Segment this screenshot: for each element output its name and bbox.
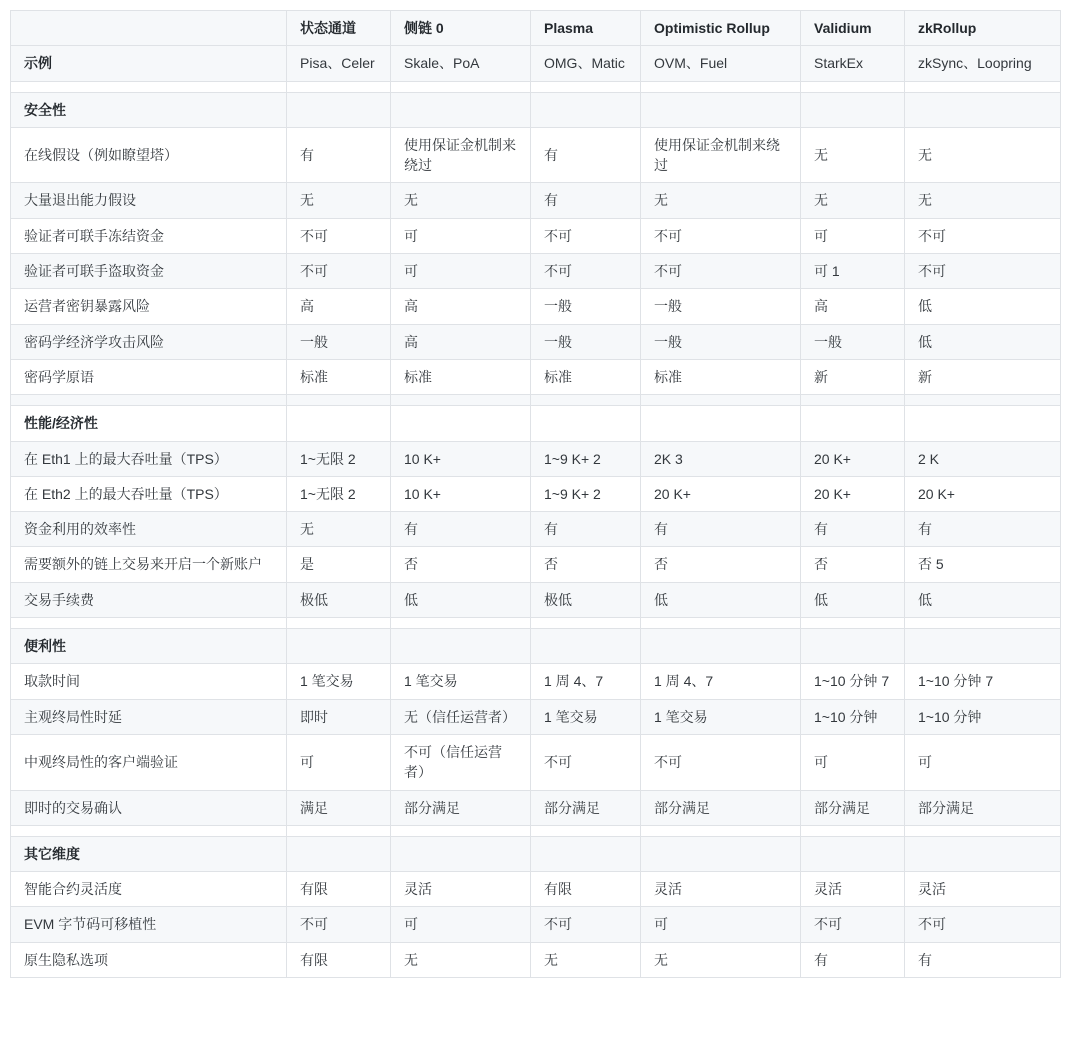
section-row [11, 406, 1061, 441]
spacer-cell [801, 81, 905, 92]
value-cell: 有限 [287, 942, 391, 977]
row-label: 大量退出能力假设 [11, 183, 287, 218]
table-row [11, 127, 1061, 183]
spacer-row [11, 395, 1061, 406]
value-cell: 高 [391, 289, 531, 324]
value-cell: StarkEx [801, 46, 905, 81]
value-cell: 无 [391, 183, 531, 218]
value-cell: 不可 [905, 254, 1061, 289]
header-cell-validium: Validium [801, 11, 905, 46]
value-cell: 灵活 [641, 872, 801, 907]
table-body [11, 46, 1061, 978]
spacer-cell [391, 618, 531, 629]
value-cell: 不可 [641, 254, 801, 289]
value-cell: 有 [391, 512, 531, 547]
header-cell-zkrollup: zkRollup [905, 11, 1061, 46]
value-cell: 可 [641, 907, 801, 942]
value-cell: 1~10 分钟 7 [801, 664, 905, 699]
spacer-cell [905, 825, 1061, 836]
row-label: 在 Eth2 上的最大吞吐量（TPS） [11, 476, 287, 511]
row-label: 需要额外的链上交易来开启一个新账户 [11, 547, 287, 582]
spacer-cell [531, 618, 641, 629]
value-cell: 否 [391, 547, 531, 582]
spacer-cell [11, 618, 287, 629]
value-cell: 1~9 K+ 2 [531, 476, 641, 511]
value-cell: 一般 [641, 289, 801, 324]
value-cell: 即时 [287, 699, 391, 734]
row-label: 中观终局性的客户端验证 [11, 734, 287, 790]
header-cell-sidechain: 侧链 0 [391, 11, 531, 46]
row-label: 即时的交易确认 [11, 790, 287, 825]
table-row [11, 359, 1061, 394]
spacer-cell [531, 395, 641, 406]
value-cell: 使用保证金机制来绕过 [391, 127, 531, 183]
section-row [11, 92, 1061, 127]
spacer-cell [801, 618, 905, 629]
value-cell: 部分满足 [801, 790, 905, 825]
empty-cell [287, 92, 391, 127]
row-label: 在 Eth1 上的最大吞吐量（TPS） [11, 441, 287, 476]
value-cell: zkSync、Loopring [905, 46, 1061, 81]
value-cell: 有 [801, 942, 905, 977]
value-cell: 低 [801, 582, 905, 617]
value-cell: 1~9 K+ 2 [531, 441, 641, 476]
row-label: 资金利用的效率性 [11, 512, 287, 547]
value-cell: 1 周 4、7 [531, 664, 641, 699]
value-cell: 否 [641, 547, 801, 582]
value-cell: 1 笔交易 [391, 664, 531, 699]
value-cell: 有 [905, 512, 1061, 547]
value-cell: 1 笔交易 [287, 664, 391, 699]
header-cell-state-channel: 状态通道 [287, 11, 391, 46]
row-label: 在线假设（例如瞭望塔） [11, 127, 287, 183]
value-cell: 无 [287, 183, 391, 218]
value-cell: 不可 [905, 218, 1061, 253]
spacer-cell [641, 825, 801, 836]
value-cell: 无 [801, 127, 905, 183]
spacer-cell [11, 395, 287, 406]
value-cell: 不可（信任运营者） [391, 734, 531, 790]
value-cell: 灵活 [801, 872, 905, 907]
empty-cell [641, 406, 801, 441]
value-cell: 低 [391, 582, 531, 617]
value-cell: 低 [905, 324, 1061, 359]
table-row [11, 582, 1061, 617]
value-cell: 无 [531, 942, 641, 977]
section-row [11, 629, 1061, 664]
value-cell: 低 [641, 582, 801, 617]
empty-cell [905, 629, 1061, 664]
value-cell: 不可 [531, 218, 641, 253]
value-cell: 1 周 4、7 [641, 664, 801, 699]
value-cell: OVM、Fuel [641, 46, 801, 81]
value-cell: 20 K+ [801, 476, 905, 511]
value-cell: 可 [801, 734, 905, 790]
empty-cell [801, 836, 905, 871]
value-cell: 不可 [641, 734, 801, 790]
value-cell: 部分满足 [391, 790, 531, 825]
table-row [11, 547, 1061, 582]
value-cell: 高 [287, 289, 391, 324]
value-cell: 2 K [905, 441, 1061, 476]
value-cell: 有 [531, 127, 641, 183]
layer2-comparison-table [10, 10, 1061, 978]
empty-cell [641, 92, 801, 127]
empty-cell [641, 629, 801, 664]
value-cell: 新 [905, 359, 1061, 394]
value-cell: 无 [905, 183, 1061, 218]
row-label: 验证者可联手盗取资金 [11, 254, 287, 289]
value-cell: 有 [641, 512, 801, 547]
spacer-row [11, 81, 1061, 92]
table-row [11, 664, 1061, 699]
value-cell: 高 [391, 324, 531, 359]
value-cell: 高 [801, 289, 905, 324]
value-cell: 有限 [287, 872, 391, 907]
empty-cell [287, 406, 391, 441]
value-cell: 无 [287, 512, 391, 547]
value-cell: 不可 [531, 254, 641, 289]
value-cell: 不可 [287, 254, 391, 289]
value-cell: 有限 [531, 872, 641, 907]
value-cell: 一般 [531, 324, 641, 359]
table-row [11, 183, 1061, 218]
empty-cell [801, 406, 905, 441]
row-label: EVM 字节码可移植性 [11, 907, 287, 942]
row-label: 智能合约灵活度 [11, 872, 287, 907]
value-cell: 不可 [531, 907, 641, 942]
header-cell-optimistic-rollup: Optimistic Rollup [641, 11, 801, 46]
value-cell: 1~无限 2 [287, 441, 391, 476]
value-cell: 是 [287, 547, 391, 582]
value-cell: 无（信任运营者） [391, 699, 531, 734]
value-cell: 可 [801, 218, 905, 253]
empty-cell [531, 629, 641, 664]
value-cell: 1~10 分钟 [905, 699, 1061, 734]
row-label: 取款时间 [11, 664, 287, 699]
value-cell: 不可 [531, 734, 641, 790]
value-cell: 标准 [391, 359, 531, 394]
value-cell: 有 [287, 127, 391, 183]
value-cell: 不可 [287, 218, 391, 253]
value-cell: 无 [391, 942, 531, 977]
empty-cell [801, 92, 905, 127]
value-cell: 极低 [287, 582, 391, 617]
table-row [11, 790, 1061, 825]
value-cell: 可 [391, 218, 531, 253]
table-row [11, 476, 1061, 511]
value-cell: 不可 [801, 907, 905, 942]
row-label: 示例 [11, 46, 287, 81]
value-cell: 1~10 分钟 7 [905, 664, 1061, 699]
empty-cell [287, 836, 391, 871]
value-cell: 使用保证金机制来绕过 [641, 127, 801, 183]
value-cell: 无 [801, 183, 905, 218]
empty-cell [531, 92, 641, 127]
value-cell: 部分满足 [531, 790, 641, 825]
table-row [11, 512, 1061, 547]
spacer-cell [531, 825, 641, 836]
spacer-cell [531, 81, 641, 92]
value-cell: 低 [905, 582, 1061, 617]
value-cell: 1~无限 2 [287, 476, 391, 511]
value-cell: 20 K+ [905, 476, 1061, 511]
value-cell: 1 笔交易 [641, 699, 801, 734]
empty-cell [391, 92, 531, 127]
empty-cell [391, 629, 531, 664]
row-label: 密码学经济学攻击风险 [11, 324, 287, 359]
value-cell: 灵活 [905, 872, 1061, 907]
value-cell: 不可 [287, 907, 391, 942]
value-cell: 可 [287, 734, 391, 790]
value-cell: 2K 3 [641, 441, 801, 476]
spacer-cell [287, 395, 391, 406]
row-label: 验证者可联手冻结资金 [11, 218, 287, 253]
spacer-cell [391, 395, 531, 406]
table-row [11, 254, 1061, 289]
spacer-cell [641, 618, 801, 629]
value-cell: 一般 [531, 289, 641, 324]
table-row [11, 734, 1061, 790]
spacer-cell [905, 395, 1061, 406]
value-cell: 否 5 [905, 547, 1061, 582]
spacer-cell [801, 395, 905, 406]
empty-cell [641, 836, 801, 871]
row-label: 主观终局性时延 [11, 699, 287, 734]
row-label: 运营者密钥暴露风险 [11, 289, 287, 324]
empty-cell [391, 836, 531, 871]
spacer-cell [641, 395, 801, 406]
value-cell: 10 K+ [391, 441, 531, 476]
spacer-cell [287, 825, 391, 836]
value-cell: 可 [391, 907, 531, 942]
table-row [11, 441, 1061, 476]
spacer-cell [801, 825, 905, 836]
value-cell: 无 [641, 183, 801, 218]
empty-cell [531, 836, 641, 871]
table-row [11, 699, 1061, 734]
spacer-cell [641, 81, 801, 92]
spacer-cell [391, 825, 531, 836]
value-cell: 否 [531, 547, 641, 582]
row-label: 原生隐私选项 [11, 942, 287, 977]
empty-cell [287, 629, 391, 664]
value-cell: 一般 [641, 324, 801, 359]
section-row [11, 836, 1061, 871]
value-cell: 10 K+ [391, 476, 531, 511]
empty-cell [905, 836, 1061, 871]
value-cell: 有 [531, 183, 641, 218]
value-cell: 标准 [531, 359, 641, 394]
value-cell: 20 K+ [641, 476, 801, 511]
table-row [11, 46, 1061, 81]
row-label: 密码学原语 [11, 359, 287, 394]
spacer-cell [287, 618, 391, 629]
spacer-cell [11, 825, 287, 836]
value-cell: 否 [801, 547, 905, 582]
value-cell: 灵活 [391, 872, 531, 907]
spacer-cell [391, 81, 531, 92]
value-cell: 一般 [287, 324, 391, 359]
table-row [11, 907, 1061, 942]
value-cell: 可 [905, 734, 1061, 790]
value-cell: 满足 [287, 790, 391, 825]
table-header [11, 11, 1061, 46]
value-cell: 1 笔交易 [531, 699, 641, 734]
value-cell: 标准 [641, 359, 801, 394]
empty-cell [905, 92, 1061, 127]
value-cell: 部分满足 [905, 790, 1061, 825]
value-cell: 极低 [531, 582, 641, 617]
header-row [11, 11, 1061, 46]
value-cell: 可 1 [801, 254, 905, 289]
value-cell: 1~10 分钟 [801, 699, 905, 734]
value-cell: 有 [905, 942, 1061, 977]
value-cell: 不可 [641, 218, 801, 253]
table-row [11, 324, 1061, 359]
value-cell: 有 [801, 512, 905, 547]
table-row [11, 872, 1061, 907]
value-cell: Skale、PoA [391, 46, 531, 81]
empty-cell [905, 406, 1061, 441]
value-cell: 无 [641, 942, 801, 977]
value-cell: OMG、Matic [531, 46, 641, 81]
spacer-row [11, 618, 1061, 629]
row-label: 交易手续费 [11, 582, 287, 617]
value-cell: 标准 [287, 359, 391, 394]
spacer-cell [905, 81, 1061, 92]
empty-cell [801, 629, 905, 664]
value-cell: 可 [391, 254, 531, 289]
value-cell: 部分满足 [641, 790, 801, 825]
row-label: 其它维度 [11, 836, 287, 871]
value-cell: 有 [531, 512, 641, 547]
table-row [11, 289, 1061, 324]
table-row [11, 218, 1061, 253]
value-cell: 无 [905, 127, 1061, 183]
empty-cell [391, 406, 531, 441]
row-label: 性能/经济性 [11, 406, 287, 441]
spacer-row [11, 825, 1061, 836]
value-cell: 一般 [801, 324, 905, 359]
value-cell: 20 K+ [801, 441, 905, 476]
value-cell: 新 [801, 359, 905, 394]
empty-cell [531, 406, 641, 441]
row-label: 便利性 [11, 629, 287, 664]
value-cell: 低 [905, 289, 1061, 324]
value-cell: Pisa、Celer [287, 46, 391, 81]
header-cell-plasma: Plasma [531, 11, 641, 46]
header-cell-blank [11, 11, 287, 46]
table-row [11, 942, 1061, 977]
spacer-cell [905, 618, 1061, 629]
spacer-cell [11, 81, 287, 92]
value-cell: 不可 [905, 907, 1061, 942]
row-label: 安全性 [11, 92, 287, 127]
spacer-cell [287, 81, 391, 92]
